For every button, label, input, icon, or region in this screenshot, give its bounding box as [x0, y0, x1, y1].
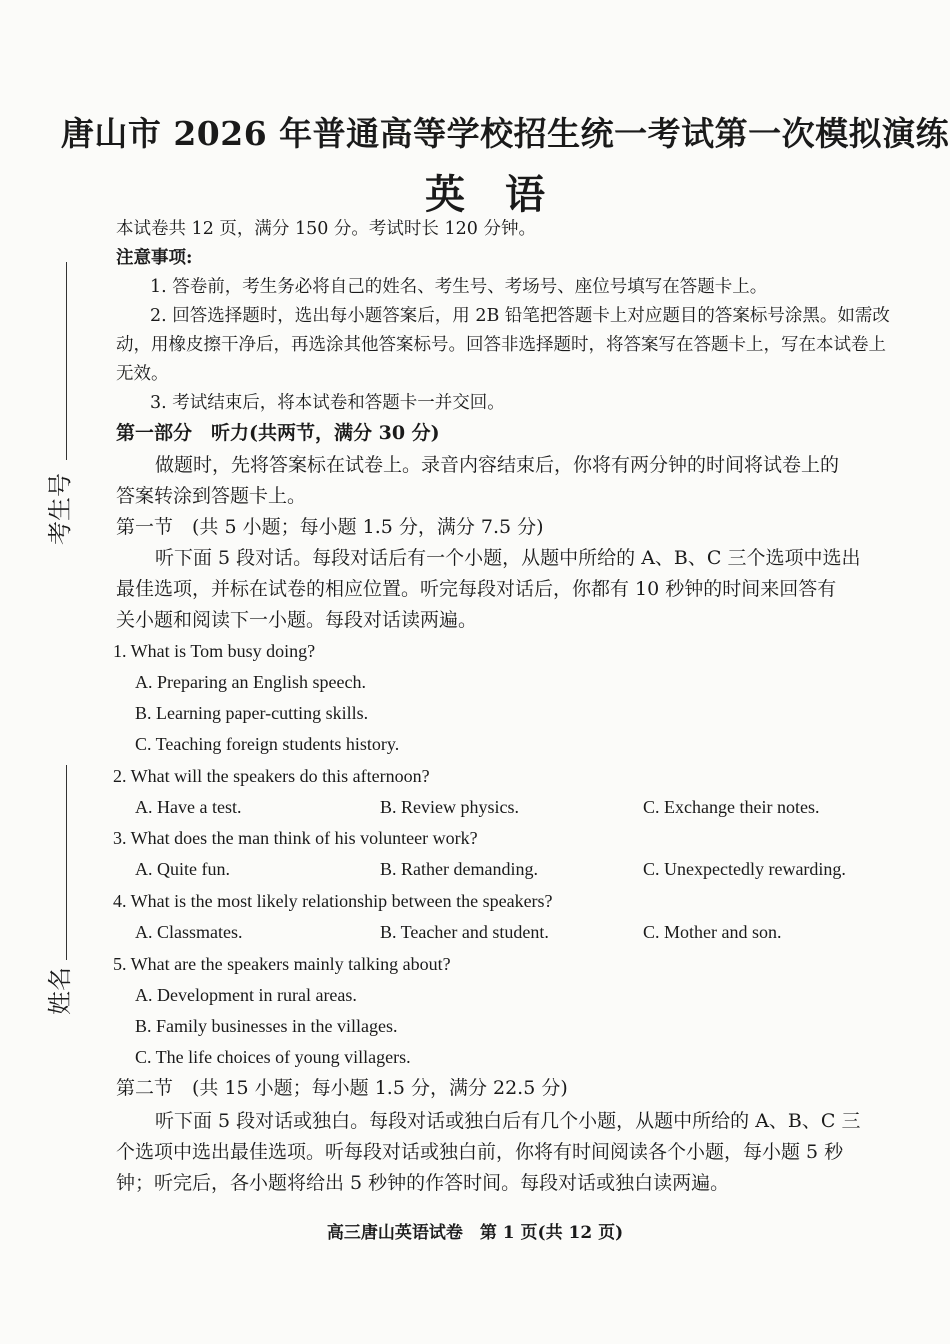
- notes-heading: 注意事项:: [116, 248, 193, 268]
- section2-intro-line-2: 个选项中选出最佳选项。听每段对话或独白前，你将有时间阅读各个小题，每小题 5 秒: [116, 1141, 844, 1163]
- part1-heading: 第一部分 听力(共两节，满分 30 分): [116, 422, 440, 444]
- note-item-2-line-3: 无效。: [116, 364, 169, 384]
- name-label: 姓名: [46, 967, 74, 1015]
- question-1-stem: 1. What is Tom busy doing?: [113, 641, 316, 661]
- question-3-option-a: A. Quite fun.: [135, 859, 230, 879]
- question-2-stem: 2. What will the speakers do this afternoon?: [113, 766, 430, 786]
- question-2-option-a: A. Have a test.: [135, 797, 242, 817]
- part1-intro-line-2: 答案转涂到答题卡上。: [116, 485, 307, 507]
- note-item-3: 3. 考试结束后，将本试卷和答题卡一并交回。: [150, 393, 505, 413]
- question-2-option-c: C. Exchange their notes.: [643, 797, 820, 817]
- exam-number-label: 考生号: [46, 473, 74, 545]
- section1-intro-line-3: 关小题和阅读下一小题。每段对话读两遍。: [116, 609, 478, 631]
- part1-intro-line-1: 做题时，先将答案标在试卷上。录音内容结束后，你将有两分钟的时间将试卷上的: [155, 454, 840, 476]
- section2-heading: 第二节 (共 15 小题；每小题 1.5 分，满分 22.5 分): [116, 1077, 568, 1099]
- question-5-option-a: A. Development in rural areas.: [135, 985, 357, 1005]
- question-4-option-c: C. Mother and son.: [643, 922, 782, 942]
- note-item-2-line-1: 2. 回答选择题时，选出每小题答案后，用 2B 铅笔把答题卡上对应题目的答案标号涂黑。如需改: [150, 306, 890, 326]
- exam-info: 本试卷共 12 页，满分 150 分。考试时长 120 分钟。: [116, 219, 536, 239]
- section1-intro-line-1: 听下面 5 段对话。每段对话后有一个小题，从题中所给的 A、B、C 三个选项中选出: [155, 547, 861, 569]
- question-4-stem: 4. What is the most likely relationship between the speakers?: [113, 891, 553, 911]
- section1-intro-line-2: 最佳选项，并标在试卷的相应位置。听完每段对话后，你都有 10 秒钟的时间来回答有: [116, 578, 837, 600]
- name-write-line: [66, 765, 67, 960]
- question-4-option-b: B. Teacher and student.: [380, 922, 549, 942]
- question-1-option-a: A. Preparing an English speech.: [135, 672, 366, 692]
- exam-number-write-line: [66, 262, 67, 460]
- subject-title: 英语: [425, 171, 585, 218]
- question-3-stem: 3. What does the man think of his volunteer work?: [113, 828, 478, 848]
- page-footer: 高三唐山英语试卷 第 1 页(共 12 页): [326, 1223, 624, 1243]
- section2-intro-line-3: 钟；听完后，各小题将给出 5 秒钟的作答时间。每段对话或独白读两遍。: [116, 1172, 730, 1194]
- question-3-option-b: B. Rather demanding.: [380, 859, 538, 879]
- note-item-2-line-2: 动，用橡皮擦干净后，再选涂其他答案标号。回答非选择题时，将答案写在答题卡上，写在本试卷上: [116, 335, 886, 355]
- note-item-1: 1. 答卷前，考生务必将自己的姓名、考生号、考场号、座位号填写在答题卡上。: [150, 277, 768, 297]
- question-2-option-b: B. Review physics.: [380, 797, 519, 817]
- section2-intro-line-1: 听下面 5 段对话或独白。每段对话或独白后有几个小题，从题中所给的 A、B、C 三: [155, 1110, 861, 1132]
- question-5-option-c: C. The life choices of young villagers.: [135, 1047, 411, 1067]
- question-1-option-b: B. Learning paper-cutting skills.: [135, 703, 369, 723]
- question-3-option-c: C. Unexpectedly rewarding.: [643, 859, 846, 879]
- question-5-stem: 5. What are the speakers mainly talking about?: [113, 954, 451, 974]
- question-5-option-b: B. Family businesses in the villages.: [135, 1016, 398, 1036]
- question-4-option-a: A. Classmates.: [135, 922, 243, 942]
- exam-title: 唐山市 2026 年普通高等学校招生统一考试第一次模拟演练: [60, 114, 950, 153]
- question-1-option-c: C. Teaching foreign students history.: [135, 734, 400, 754]
- section1-heading: 第一节 (共 5 小题；每小题 1.5 分，满分 7.5 分): [116, 516, 544, 538]
